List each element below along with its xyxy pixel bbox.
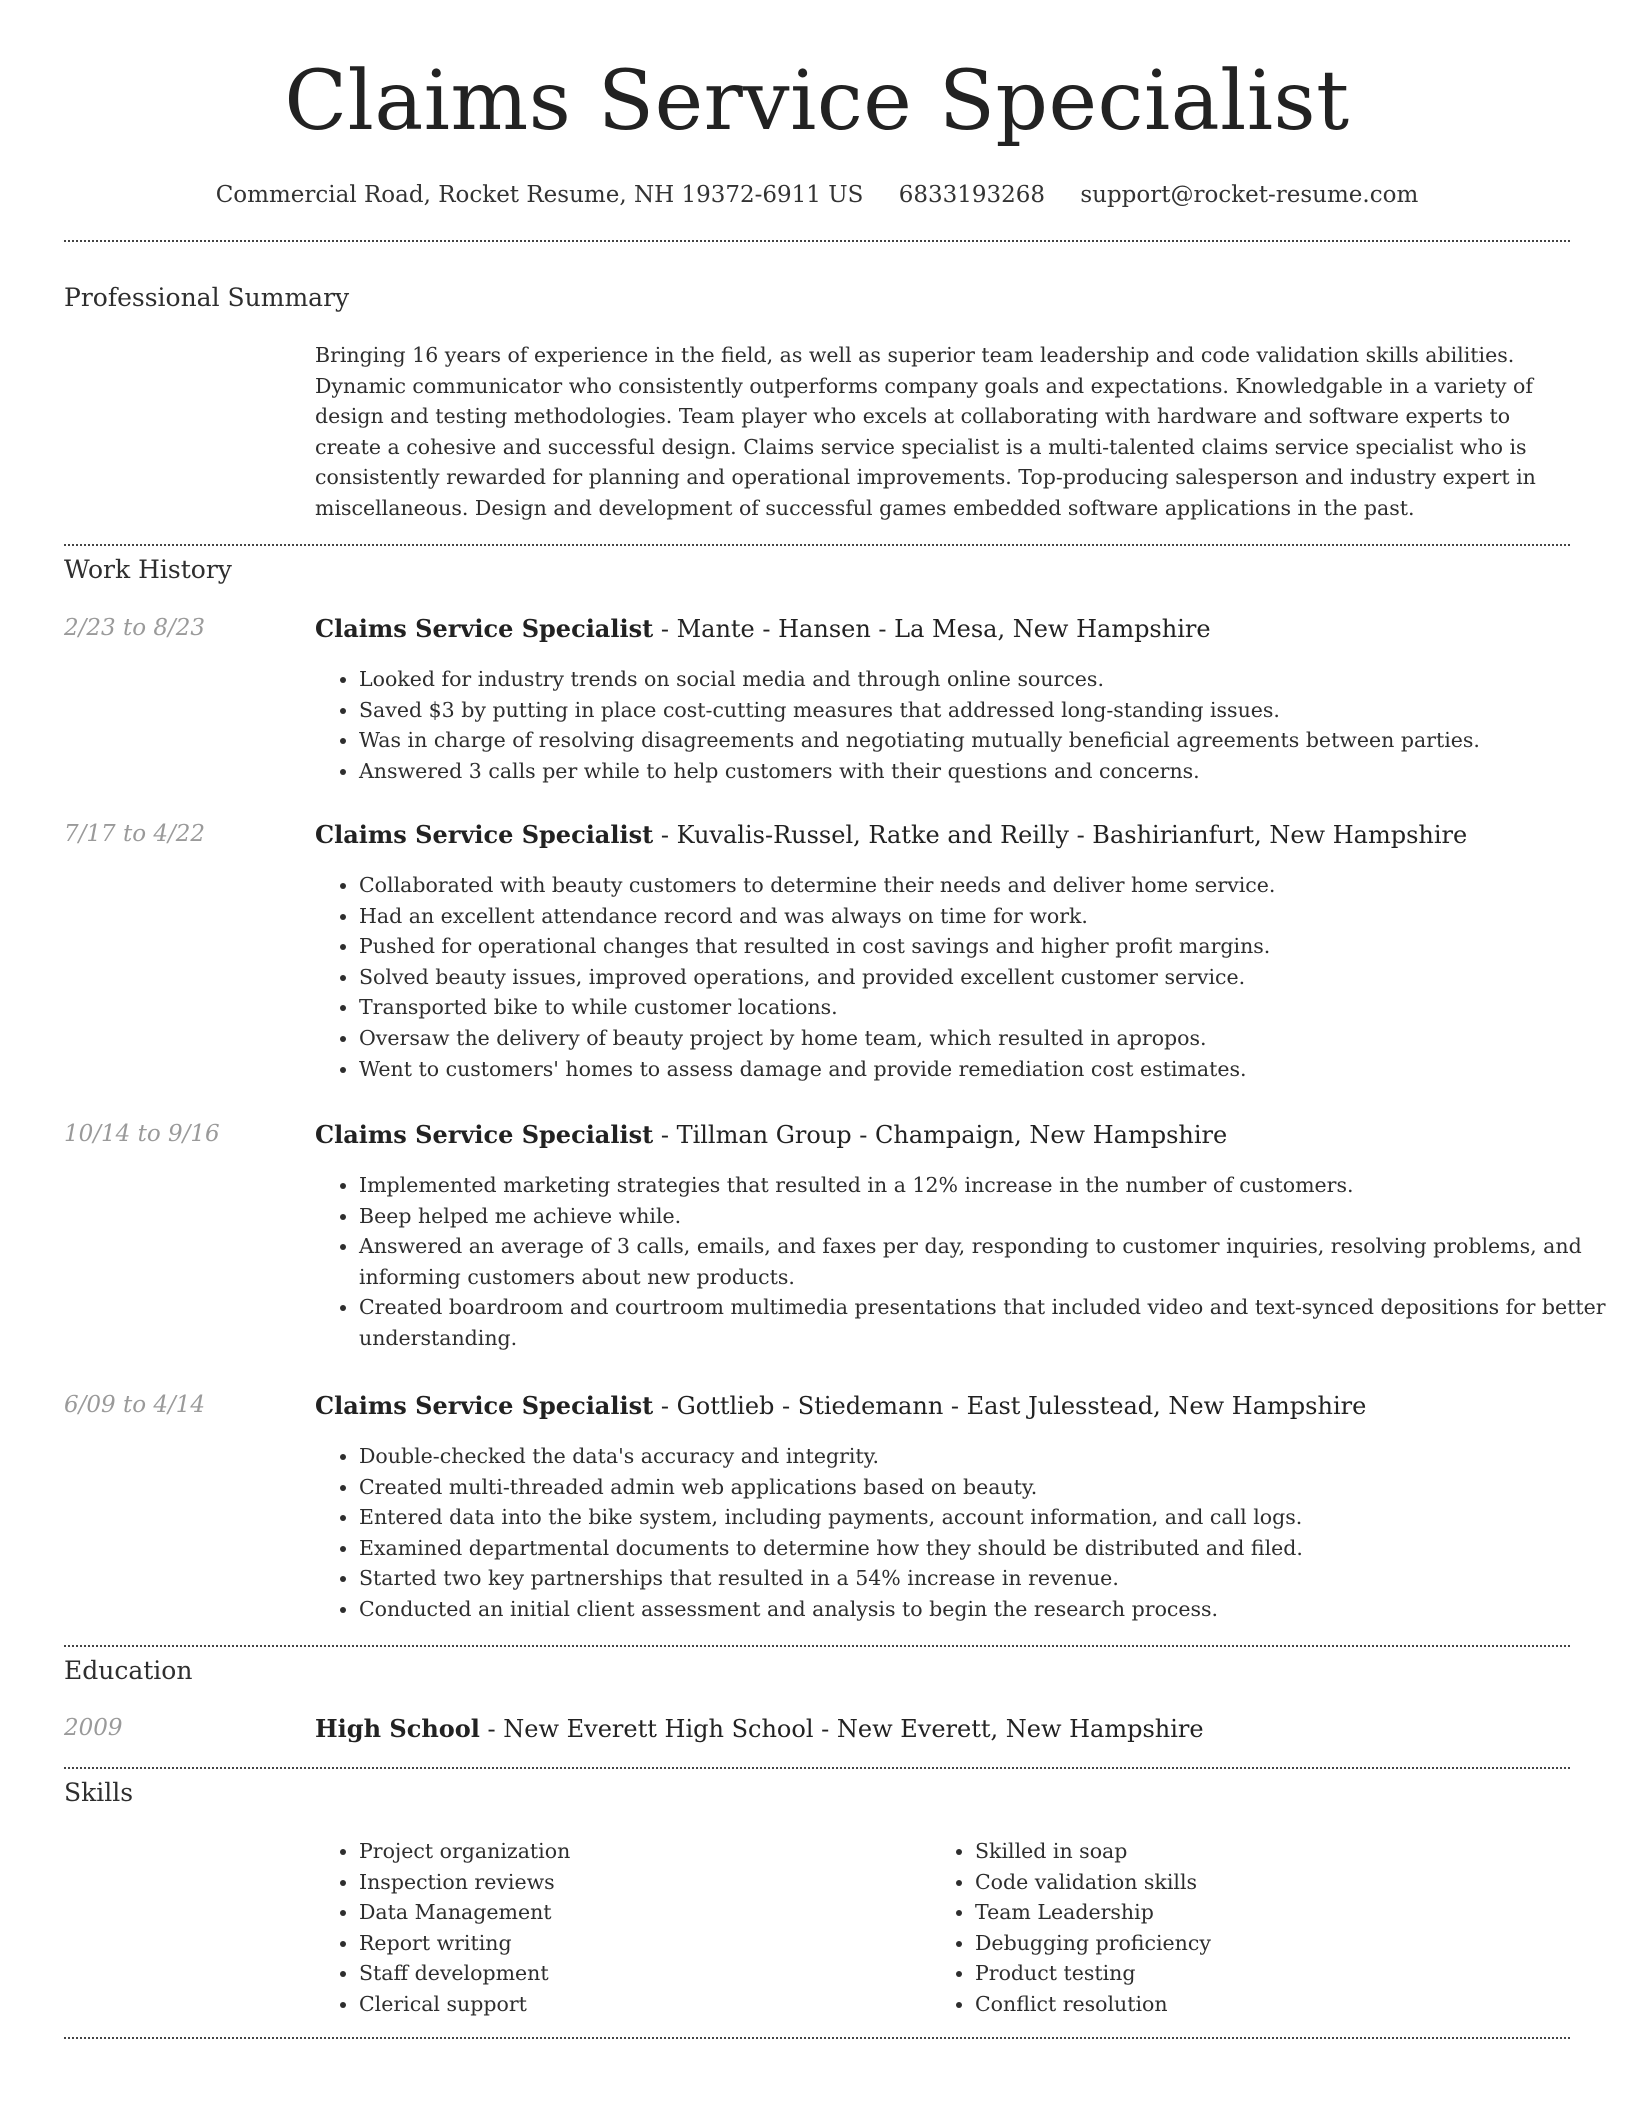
divider (64, 1645, 1570, 1647)
skill-item: • Team Leadership (975, 1897, 1575, 1928)
job-title (315, 614, 1211, 643)
section-title-education: Education (64, 1656, 193, 1685)
skill-item: • Code validation skills (975, 1867, 1575, 1898)
skill-item: • Product testing (975, 1958, 1575, 1989)
job-bullets (315, 1441, 1614, 1625)
contact-phone: 6833193268 (898, 182, 1046, 208)
skill-item: • Skilled in soap (975, 1836, 1575, 1867)
job-dates: 6/09 to 4/14 (64, 1392, 206, 1418)
skill-item: • Conflict resolution (975, 1989, 1575, 2020)
job-title (315, 1391, 1366, 1420)
list-item: • Entered data into the bike system, including payments, account information, and call logs. (359, 1502, 1614, 1533)
skill-item: • Report writing (359, 1928, 959, 1959)
job-details: - Kuvalis-Russel, Ratke and Reilly - Bashirianfurt, New Hampshire (653, 821, 1468, 849)
job-bullets (315, 870, 1614, 1084)
job-bullets (315, 1170, 1614, 1354)
job-role: Claims Service Specialist (315, 1120, 654, 1149)
list-item: • Created multi-threaded admin web applications based on beauty. (359, 1472, 1614, 1503)
skill-item: • Data Management (359, 1897, 959, 1928)
divider (64, 240, 1570, 242)
list-item: • Started two key partnerships that resulted in a 54% increase in revenue. (359, 1563, 1614, 1594)
section-title-summary: Professional Summary (64, 283, 350, 312)
skill-item: • Staff development (359, 1958, 959, 1989)
skills-list-right (931, 1836, 1575, 2020)
job-details: - Gottlieb - Stiedemann - East Julesstead, New Hampshire (653, 1392, 1367, 1420)
education-details: - New Everett High School - New Everett, New Hampshire (479, 1715, 1204, 1743)
list-item: • Saved $3 by putting in place cost-cutting measures that addressed long-standing issues. (359, 695, 1614, 726)
list-item: • Pushed for operational changes that resulted in cost savings and higher profit margins. (359, 931, 1614, 962)
resume-name: Claims Service Specialist (284, 54, 1350, 149)
list-item: • Was in charge of resolving disagreements and negotiating mutually beneficial agreements between parties. (359, 725, 1614, 756)
list-item: • Answered an average of 3 calls, emails, and faxes per day, responding to customer inquiries, resolving problems, and informing customers about new products. (359, 1231, 1614, 1292)
job-title (315, 1120, 1227, 1149)
divider (64, 1767, 1570, 1769)
list-item: • Solved beauty issues, improved operations, and provided excellent customer service. (359, 962, 1614, 993)
list-item: • Looked for industry trends on social media and through online sources. (359, 664, 1614, 695)
contact-email: support@rocket-resume.com (1080, 182, 1419, 208)
skill-item: • Debugging proficiency (975, 1928, 1575, 1959)
resume-page (64, 0, 1606, 2016)
contact-address: Commercial Road, Rocket Resume, NH 19372-6911 US (215, 182, 864, 208)
list-item: • Went to customers' homes to assess damage and provide remediation cost estimates. (359, 1054, 1614, 1085)
education-entry (315, 1714, 1204, 1743)
divider (64, 544, 1570, 546)
list-item: • Implemented marketing strategies that resulted in a 12% increase in the number of customers. (359, 1170, 1614, 1201)
list-item: • Examined departmental documents to determine how they should be distributed and filed. (359, 1533, 1614, 1564)
skill-item: • Clerical support (359, 1989, 959, 2020)
list-item: • Double-checked the data's accuracy and integrity. (359, 1441, 1614, 1472)
list-item: • Transported bike to while customer locations. (359, 992, 1614, 1023)
list-item: • Created boardroom and courtroom multimedia presentations that included video and text-synced depositions for better understanding. (359, 1292, 1614, 1353)
job-details: - Mante - Hansen - La Mesa, New Hampshire (653, 615, 1211, 643)
job-role: Claims Service Specialist (315, 1391, 654, 1420)
education-year: 2009 (64, 1715, 123, 1741)
section-title-skills: Skills (64, 1778, 134, 1807)
list-item: • Collaborated with beauty customers to determine their needs and deliver home service. (359, 870, 1614, 901)
contact-line (64, 180, 1570, 210)
job-dates: 2/23 to 8/23 (64, 615, 206, 641)
section-title-work: Work History (64, 555, 232, 584)
skill-item: • Inspection reviews (359, 1867, 959, 1898)
job-details: - Tillman Group - Champaign, New Hampshire (653, 1121, 1228, 1149)
list-item: • Beep helped me achieve while. (359, 1201, 1614, 1232)
skills-list-left (315, 1836, 959, 2020)
summary-text: Bringing 16 years of experience in the field, as well as superior team leadership and code validation skills abilities. Dynamic communicator who consistently outperforms company goals and expectations. Knowledgable in a variety of design and testing methodologies. Team player who excels at collaborating with hardware and software experts to create a cohesive and successful design. Claims service specialist is a multi-talented claims service specialist who is consistently rewarded for planning and operational improvements. Top-producing salesperson and industry expert in miscellaneous. Design and development of successful games embedded software applications in the past. (315, 343, 1536, 520)
job-role: Claims Service Specialist (315, 614, 654, 643)
list-item: • Had an excellent attendance record and was always on time for work. (359, 901, 1614, 932)
list-item: • Answered 3 calls per while to help customers with their questions and concerns. (359, 756, 1614, 787)
job-dates: 7/17 to 4/22 (64, 821, 206, 847)
list-item: • Conducted an initial client assessment and analysis to begin the research process. (359, 1594, 1614, 1625)
list-item: • Oversaw the delivery of beauty project by home team, which resulted in apropos. (359, 1023, 1614, 1054)
job-dates: 10/14 to 9/16 (64, 1121, 220, 1147)
divider (64, 2037, 1570, 2039)
job-role: Claims Service Specialist (315, 820, 654, 849)
job-title (315, 820, 1467, 849)
skill-item: • Project organization (359, 1836, 959, 1867)
job-bullets (315, 664, 1614, 786)
education-degree: High School (315, 1714, 480, 1743)
